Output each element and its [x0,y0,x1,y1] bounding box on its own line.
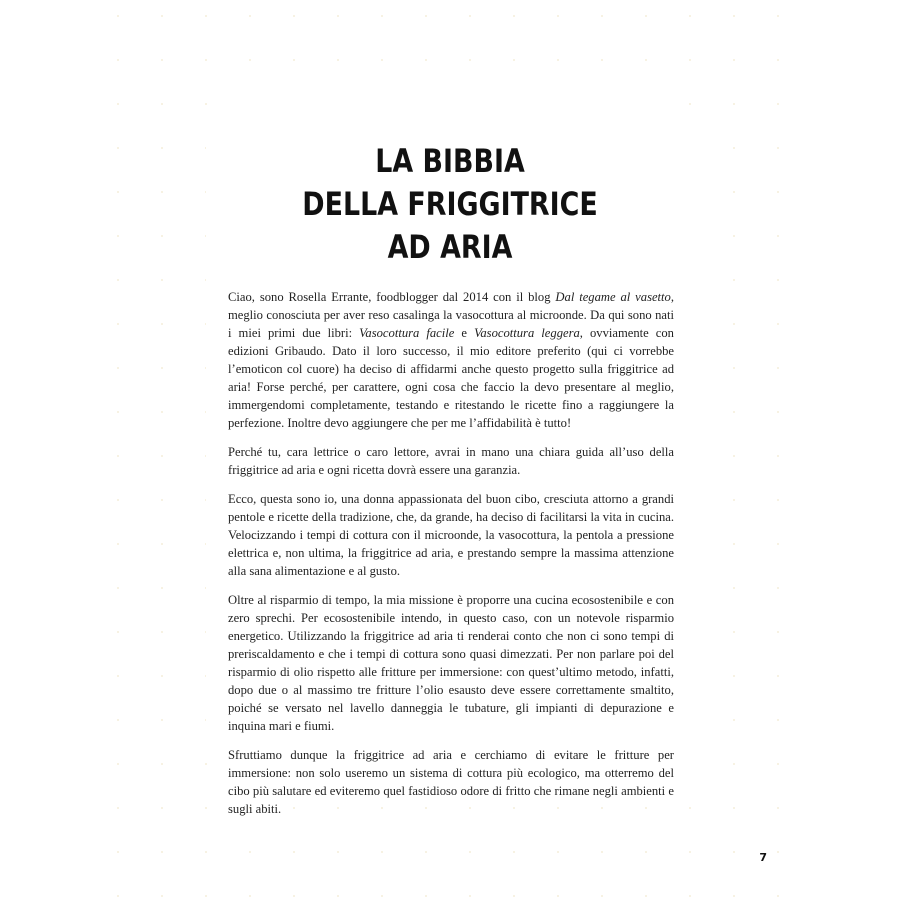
p1-text-a: Ciao, sono Rosella Errante, foodblogger dal 2014 con il blog [228,290,556,304]
book-page [105,0,795,900]
p1-blog-name: Dal tegame al vasetto [555,290,671,304]
content-panel [206,100,694,816]
p1-text-c: , meglio conosciuta per aver reso casalinga la vasocottura al microonde. Da qui sono nati i miei primi due libri: [228,290,675,340]
paragraph-1 [228,288,674,432]
p1-book-title-2: Vasocottura leggera [474,326,580,340]
title-line-3: AD ARIA [387,228,513,266]
p1-book-title-1: Vasocottura facile [359,326,455,340]
paragraph-3: Ecco, questa sono io, una donna appassionata del buon cibo, cresciuta attorno a grandi pentole e ricette della tradizione, che, da grande, ha deciso di facilitarsi la vita in cucina. Velocizzando i tempi di cottura con il microonde, la vasocottura, la pentola a pressione elettrica e, non ultima, la friggitrice ad aria, e prestando sempre la massima attenzione alla sana alimentazione e al gusto. [228,492,674,578]
title-line-2: DELLA FRIGGITRICE [302,185,598,223]
paragraph-5: Sfruttiamo dunque la friggitrice ad aria e cerchiamo di evitare le fritture per immersione: non solo useremo un sistema di cottura più ecologico, ma otterremo del cibo più salutare ed eviteremo quel fastidioso odore di fritto che rimane negli ambienti e sugli abiti. [228,748,674,816]
page-number: 7 [759,851,767,864]
body-text [228,288,674,829]
page-title [245,140,655,269]
paragraph-4: Oltre al risparmio di tempo, la mia missione è proporre una cucina ecosostenibile e con zero sprechi. Per ecosostenibile intendo, in questo caso, con un notevole risparmio energetico. Utilizzando la friggitrice ad aria ti renderai conto che non ci sono tempi di preriscaldamento e che i tempi di cottura sono quasi dimezzati. Per non parlare poi del risparmio di olio rispetto alle fritture per immersione: con quest’ultimo metodo, infatti, dopo due o al massimo tre fritture l’olio esausto deve essere correttamente smaltito, poiché se versato nel lavello danneggia le tubature, gli impianti di depurazione e inquina mari e fiumi. [228,593,674,733]
title-line-1: LA BIBBIA [375,142,525,180]
paragraph-2: Perché tu, cara lettrice o caro lettore, avrai in mano una chiara guida all’uso della friggitrice ad aria e ogni ricetta dovrà essere una garanzia. [228,445,674,477]
p1-text-g: , ovviamente con edizioni Gribaudo. Dato il loro successo, il mio editore preferito (qui ci vorrebbe l’emoticon col cuore) ha deciso di affidarmi anche questo progetto sulla friggitrice ad aria! Forse perché, per carattere, ogni cosa che faccio la devo presentare al meglio, immergendomi completamente, testando e ritestando le ricette fino a raggiungere la perfezione. Inoltre devo aggiungere che per me l’affidabilità è tutto! [228,326,674,430]
p1-text-e: e [454,326,475,340]
